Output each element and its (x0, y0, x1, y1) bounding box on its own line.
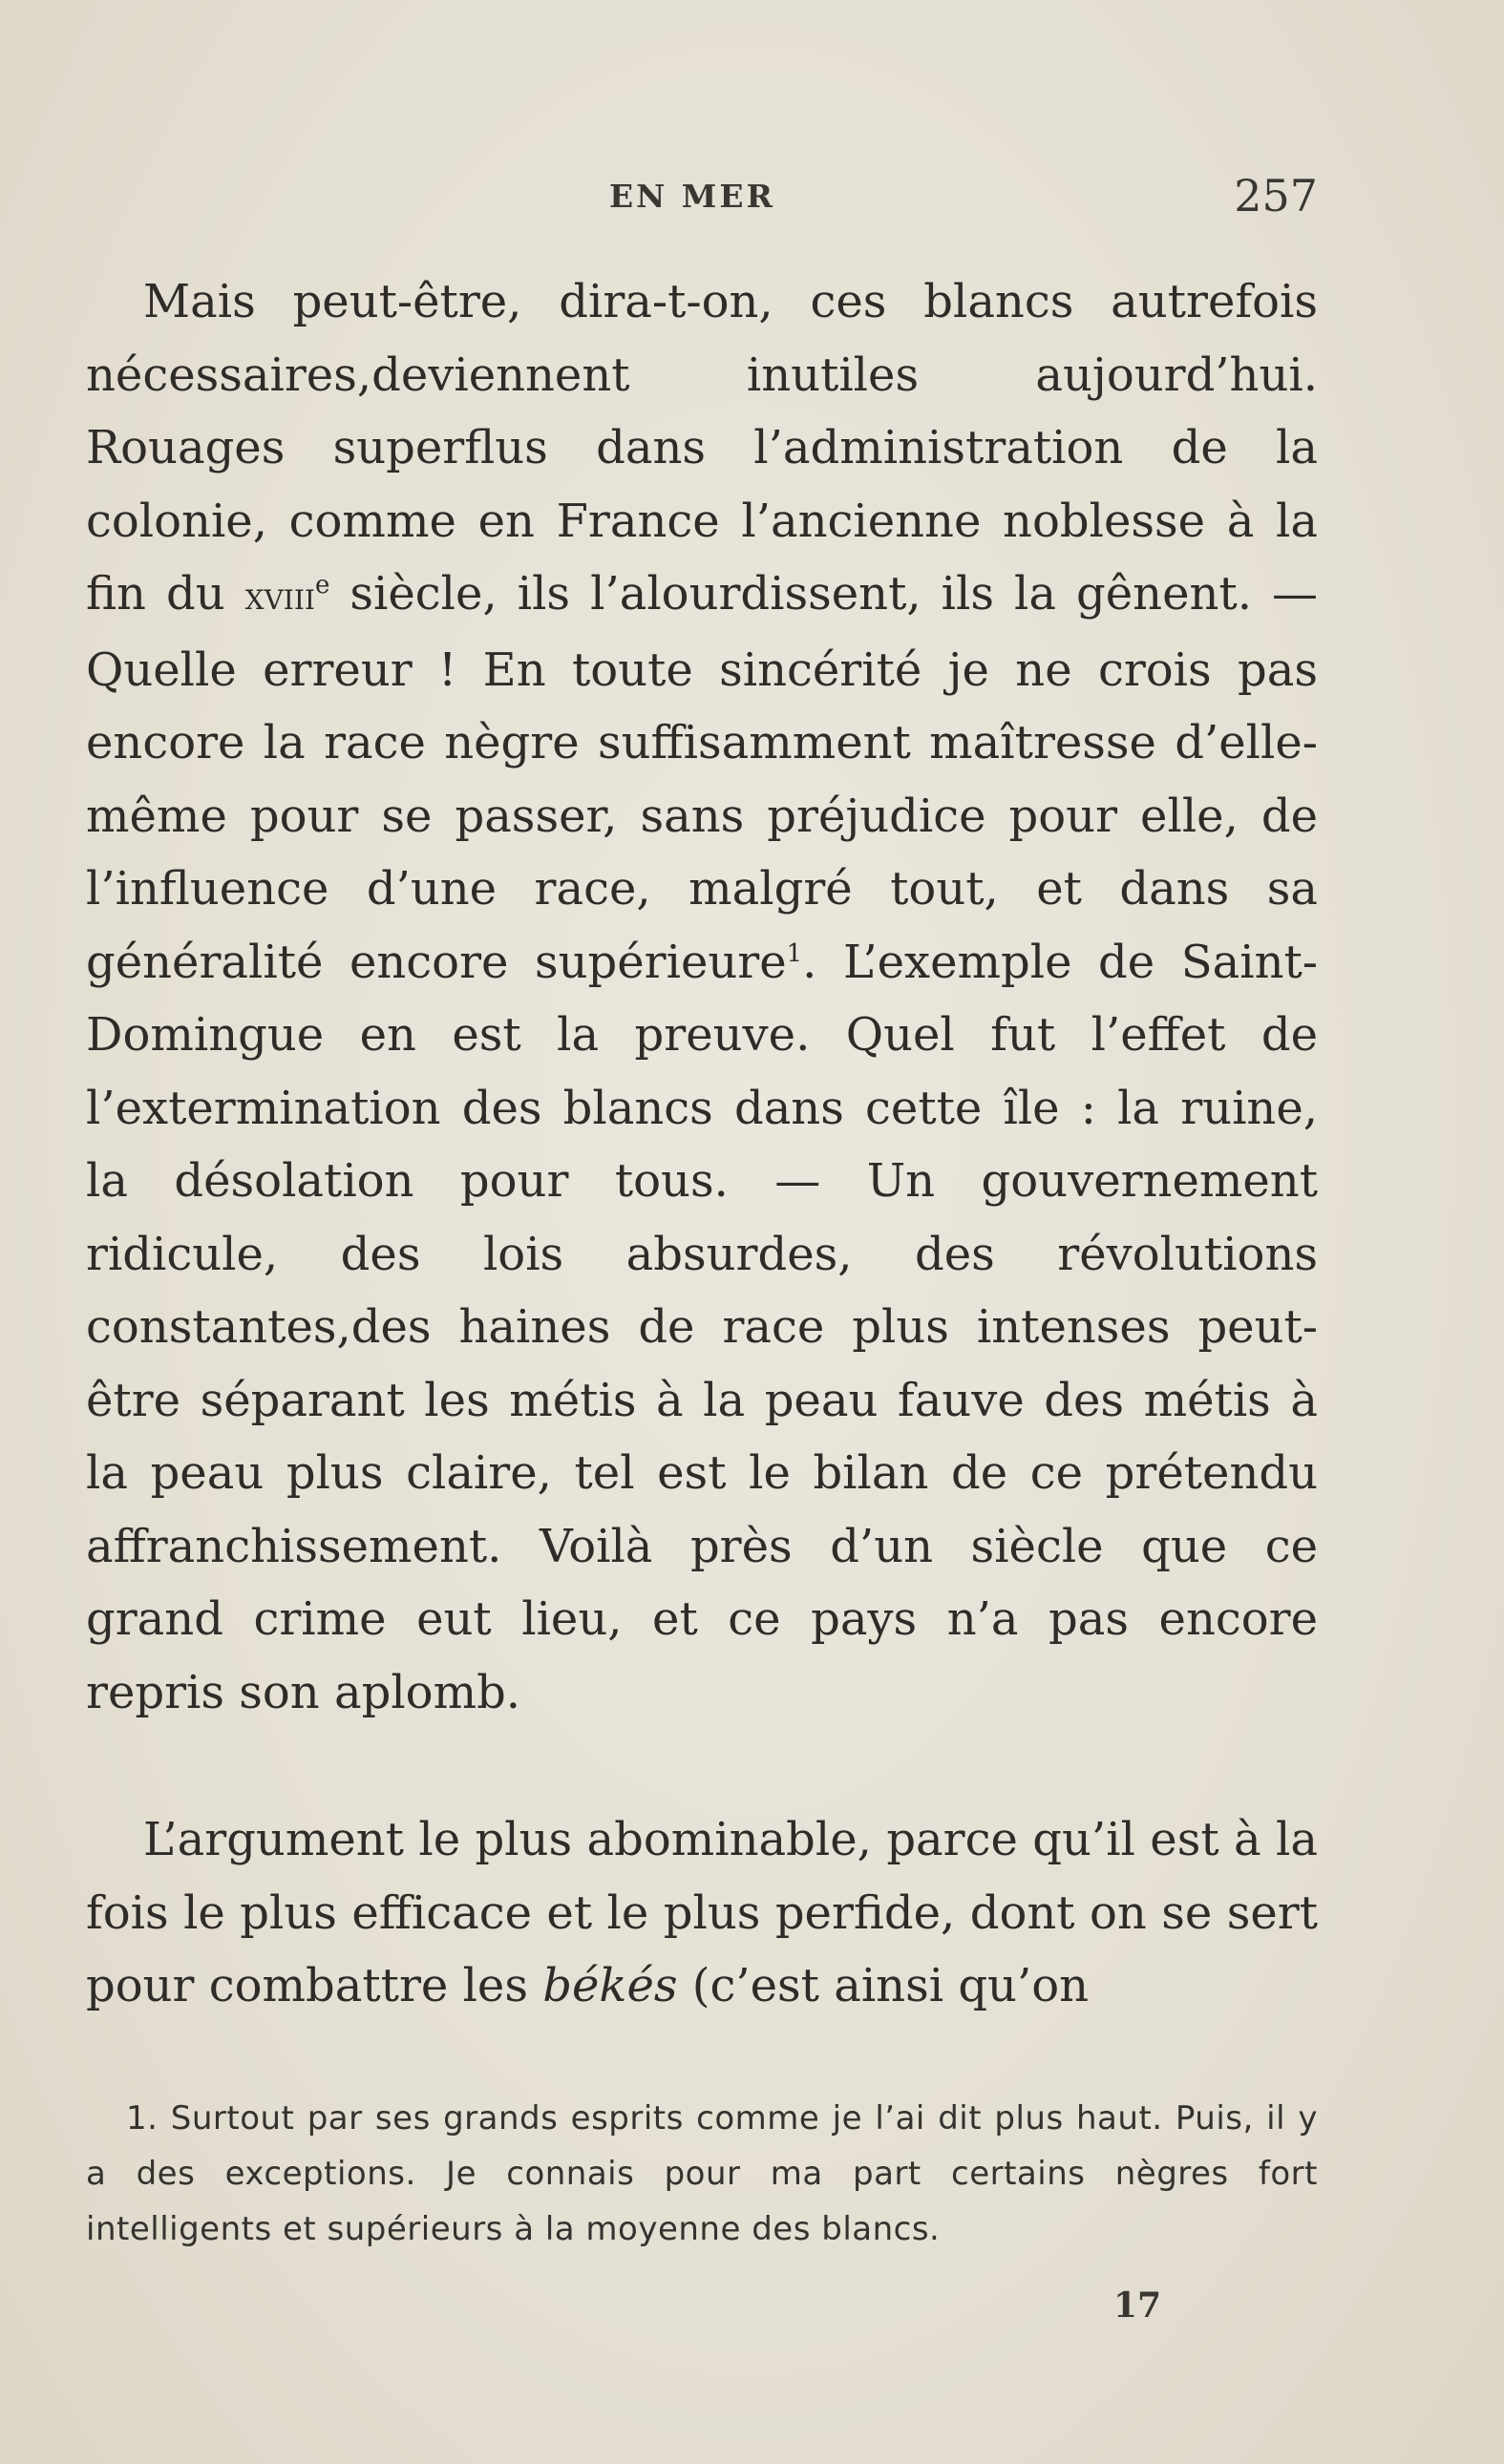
body-text (86, 265, 1318, 2023)
italic-term: békés (542, 1959, 678, 2012)
century-superscript: e (314, 571, 330, 600)
century-numeral: xviii (244, 575, 315, 619)
paragraph-1-part-b: siècle, ils l’alourdissent, ils la gênent. — Quelle erreur ! En toute sincérité je ne crois pas encore la race nègre suffisamment maîtresse d’elle-même pour se passer, sans préjudice pour elle, de l’influence d’une race, malgré tout, et dans sa généralité encore supérieure (86, 567, 1318, 989)
running-head: EN MER (609, 178, 775, 215)
paragraph-1-part-a: Mais peut-être, dira-t-on, ces blancs autrefois nécessaires,deviennent inutiles aujourd’hui. Rouages superflus dans l’administration de la colonie, comme en France l’ancienne noblesse à la fin du (86, 275, 1318, 621)
paragraph-2 (86, 1803, 1318, 2023)
paragraph-1 (86, 265, 1318, 1729)
footnotes (86, 2091, 1318, 2257)
page-header (86, 170, 1318, 227)
paragraph-2-part-a: L’argument le plus abominable, parce qu’il est à la fois le plus efficace et le plus perfide, dont on se sert pour combattre les (86, 1813, 1318, 2012)
footnote-1: 1. Surtout par ses grands esprits comme je l’ai dit plus haut. Puis, il y a des exceptions. Je connais pour ma part certains nègres fort intelligents et supérieurs à la moyenne des blancs. (86, 2099, 1318, 2248)
paragraph-1-part-c: . L’exemple de Saint-Domingue en est la preuve. Quel fut l’effet de l’extermination des blancs dans cette île : la ruine, la désolation pour tous. — Un gouvernement ridicule, des lois absurdes, des révolutions constantes,des haines de race plus intenses peut-être séparant les métis à la peau fauve des métis à la peau plus claire, tel est le bilan de ce prétendu affranchissement. Voilà près d’un siècle que ce grand crime eut lieu, et ce pays n’a pas encore repris son aplomb. (86, 935, 1318, 1719)
footnote-reference: 1 (786, 938, 803, 968)
signature-mark: 17 (1113, 2285, 1162, 2326)
paragraph-2-part-b: (c’est ainsi qu’on (677, 1959, 1090, 2012)
page-number: 257 (1234, 170, 1318, 221)
